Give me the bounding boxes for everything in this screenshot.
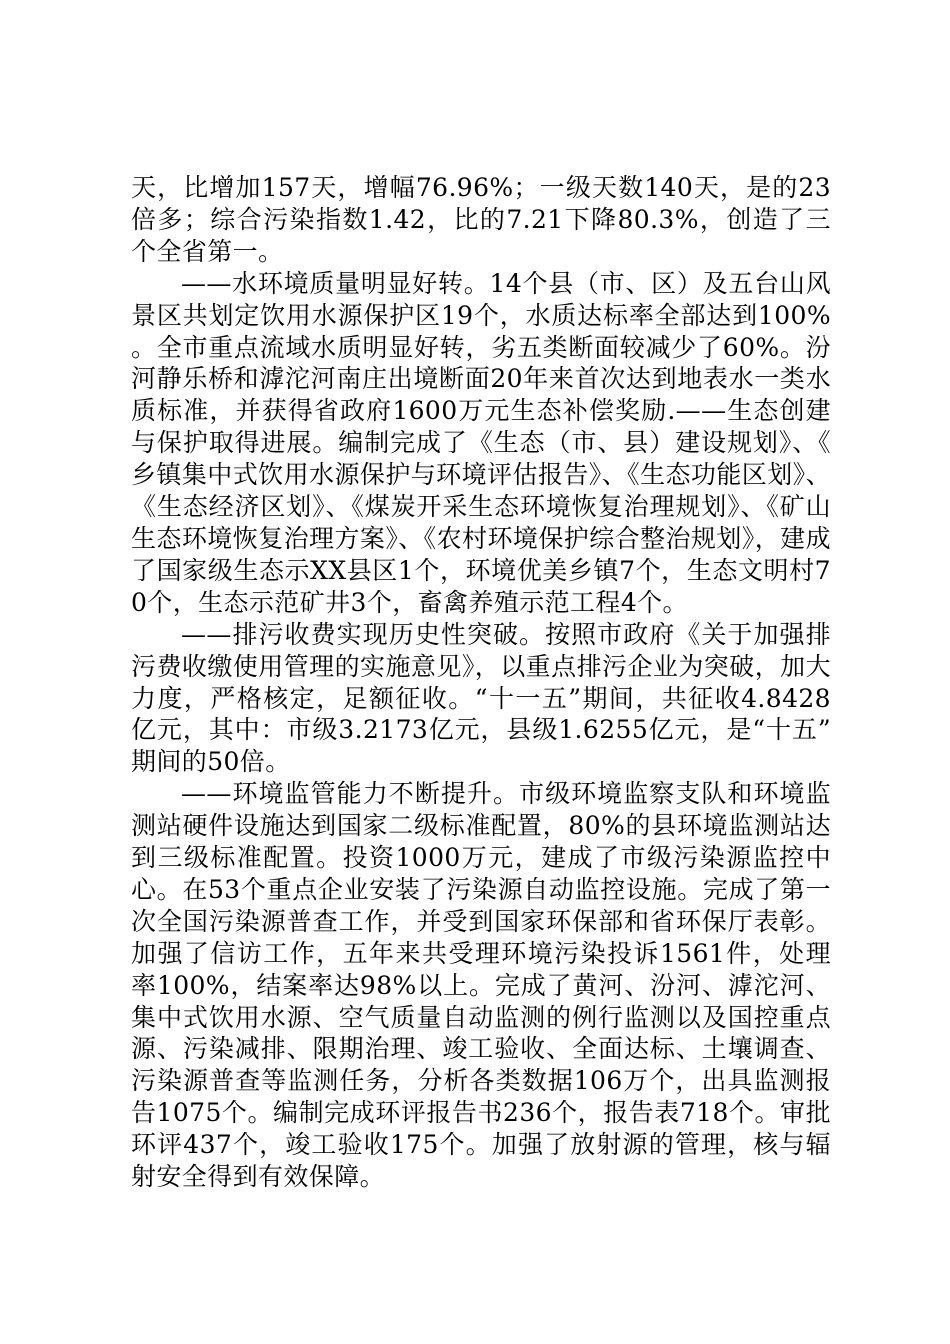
paragraph-environmental-supervision: ——环境监管能力不断提升。市级环境监察支队和环境监测站硬件设施达到国家二级标准配置，80%的县环境监测站达到三级标准配置。投资1000万元，建成了市级污染源监控中心。在53个重点企业安装了污染源自动监控设施。完成了第一次全国污染源普查工作，并受到国家环保部和省环保厅表彰。加强了信访工作，五年来共受理环境污染投诉1561件，处理率100%，结案率达98%以上。完成了黄河、汾河、滹沱河、集中式饮用水源、空气质量自动监测的例行监测以及国控重点源、污染减排、限期治理、竣工验收、全面达标、土壤调查、污染源普查等监测任务，分析各类数据106万个，出具监测报告1075个。编制完成环评报告书236个，报告表718个。审批环评437个，竣工验收175个。加强了放射源的管理，核与辐射安全得到有效保障。 xyxy=(131,779,831,1192)
paragraph-air-quality-continuation: 天，比增加157天，增幅76.96%；一级天数140天，是的23倍多；综合污染指数1.42，比的7.21下降80.3%，创造了三个全省第一。 xyxy=(131,173,831,266)
paragraph-water-and-ecology: ——水环境质量明显好转。14个县（市、区）及五台山风景区共划定饮用水源保护区19个，水质达标率全部达到100%。全市重点流域水质明显好转，劣五类断面较减少了60%。汾河静乐桥和滹沱河南庄出境断面20年来首次达到地表水一类水质标准，并获得省政府1600万元生态补偿奖励.——生态创建与保护取得进展。编制完成了《生态（市、县）建设规划》、《乡镇集中式饮用水源保护与环境评估报告》、《生态功能区划》、《生态经济区划》、《煤炭开采生态环境恢复治理规划》、《矿山生态环境恢复治理方案》、《农村环境保护综合整治规划》，建成了国家级生态示XX县区1个，环境优美乡镇7个，生态文明村70个，生态示范矿井3个，畜禽养殖示范工程4个。 xyxy=(131,268,831,617)
paragraph-pollution-fees: ——排污收费实现历史性突破。按照市政府《关于加强排污费收缴使用管理的实施意见》，以重点排污企业为突破，加大力度，严格核定，足额征收。“十一五”期间，共征收4.8428亿元，其中：市级3.2173亿元，县级1.6255亿元，是“十五”期间的50倍。 xyxy=(131,619,831,777)
document-page xyxy=(131,172,831,1193)
